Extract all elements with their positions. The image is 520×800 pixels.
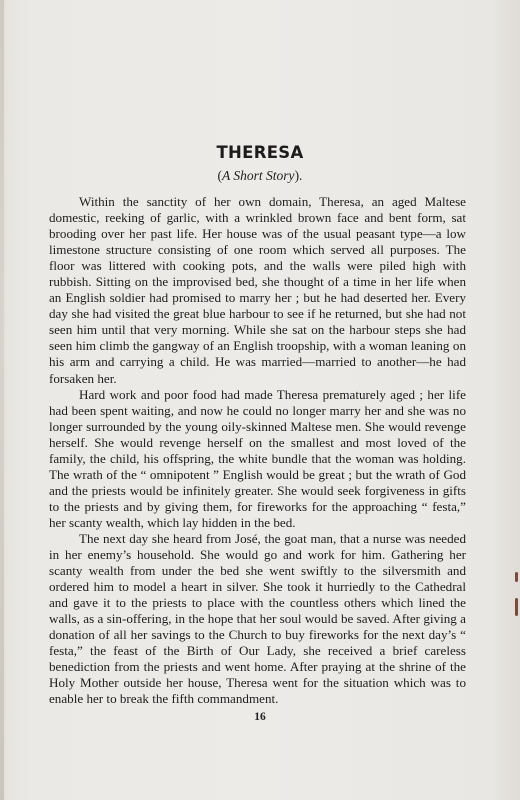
paragraph: The next day she heard from José, the goat man, that a nurse was needed in her enemy’s household. She would go and work for him. Gathering her scanty wealth from under the bed she went swiftly to the silversmith and ordered him to model a heart in silver. She took it hurriedly to the Cathedral and gave it to the priests to place with the countless others which lined the walls, as a sin-offering, in the hope that her soul would be saved. After giving a donation of all her savings to the Church to buy fireworks for the next day’s “ festa,” the feast of the Birth of Our Lady, she received a brief careless benediction from the priests and went home. After praying at the shrine of the Holy Mother outside her house, Theresa went for the situation which was to enable her to break the fifth commandment. — [49, 530, 466, 707]
subtitle-close: ). — [294, 168, 303, 183]
story-subtitle — [0, 168, 520, 184]
page-number: 16 — [254, 711, 266, 723]
page-spine-edge — [0, 0, 4, 800]
story-body — [49, 194, 466, 708]
paragraph: Hard work and poor food had made Theresa prematurely aged ; her life had been spent waiting, and now he could no longer marry her and she was no longer surrounded by the young oily-skinned Maltese men. She would revenge herself. She would revenge herself on the smallest and most loved of the family, the child, his offspring, the white bundle that the woman was holding. The wrath of the “ omnipotent ” English would be great ; but the wrath of God and the priests would be infinitely greater. She would seek forgiveness in gifts to the priests and by giving them, for fireworks for the approaching “ festa,” her scanty wealth, which lay hidden in the bed. — [49, 386, 466, 530]
subtitle-italic: A Short Story — [222, 168, 295, 183]
edge-mark — [515, 598, 518, 616]
story-title: THERESA — [216, 143, 304, 162]
paragraph: Within the sanctity of her own domain, Theresa, an aged Maltese domestic, reeking of garlic, with a wrinkled brown face and bent form, sat brooding over her past life. Her house was of the usual peasant type—a low limestone structure consisting of one room which served all purposes. The floor was littered with cooking pots, and the walls were piled high with rubbish. Sitting on the improvised bed, she thought of a time in her life when an English soldier had promised to marry her ; but he had deserted her. Every day she had visited the great blue harbour to see if he returned, but she had not seen him until that very morning. While she sat on the harbour steps she had seen him climb the gangway of an English troopship, with a woman leaning on his arm and carrying a child. He was married—married to another—he had forsaken her. — [49, 194, 466, 386]
subtitle-open: ( — [217, 168, 223, 183]
edge-mark — [515, 572, 518, 582]
